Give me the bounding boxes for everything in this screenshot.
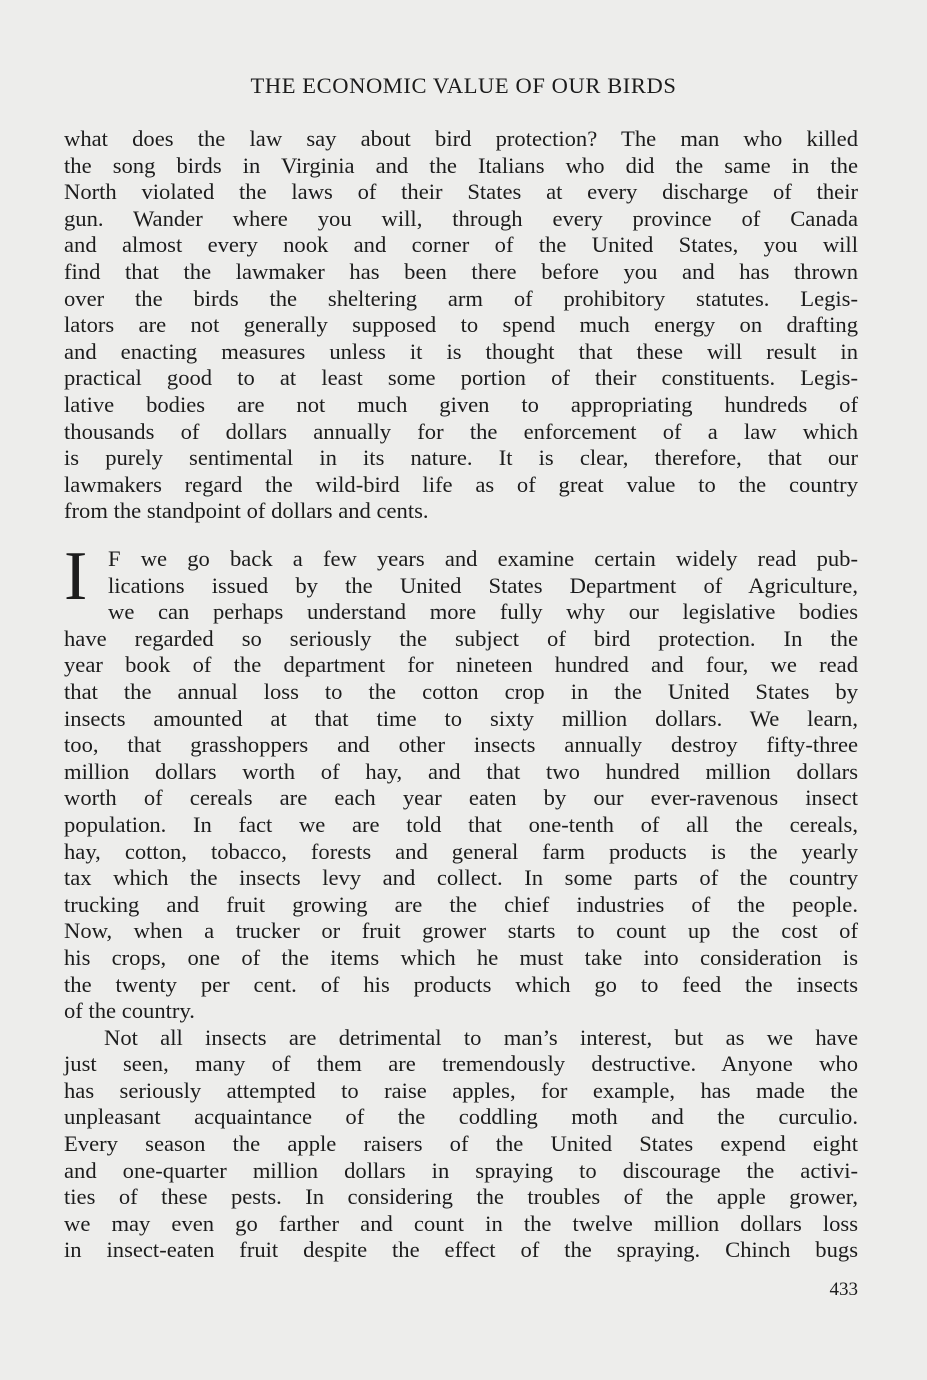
paragraph-continued bbox=[64, 126, 858, 525]
text-line: over the birds the sheltering arm of prohibitory statutes. Legis- bbox=[64, 285, 858, 311]
text-line: and almost every nook and corner of the United States, you will bbox=[64, 232, 858, 258]
text-line: lative bodies are not much given to appropriating hundreds of bbox=[64, 391, 858, 417]
text-line: in insect-eaten fruit despite the effect of the spraying. Chinch bugs bbox=[64, 1237, 858, 1263]
text-line: Now, when a trucker or fruit grower starts to count up the cost of bbox=[64, 918, 858, 944]
text-line: thousands of dollars annually for the enforcement of a law which bbox=[64, 418, 858, 444]
text-line: of the country. bbox=[64, 998, 195, 1024]
text-line: population. In fact we are told that one-tenth of all the cereals, bbox=[64, 811, 858, 837]
text-line: we can perhaps understand more fully why our legislative bodies bbox=[108, 599, 858, 625]
text-line: the twenty per cent. of his products which go to feed the insects bbox=[64, 971, 858, 997]
text-line: F we go back a few years and examine certain widely read pub- bbox=[108, 546, 858, 571]
text-line: find that the lawmaker has been there before you and has thrown bbox=[64, 258, 858, 284]
text-line: that the annual loss to the cotton crop in the United States by bbox=[64, 678, 858, 704]
text-line: too, that grasshoppers and other insects annually destroy fifty-three bbox=[64, 732, 858, 758]
text-line: gun. Wander where you will, through every province of Canada bbox=[64, 205, 858, 231]
text-line: has seriously attempted to raise apples, for example, has made the bbox=[64, 1077, 858, 1103]
text-line: Every season the apple raisers of the United States expend eight bbox=[64, 1131, 858, 1157]
page-header: THE ECONOMIC VALUE OF OUR BIRDS bbox=[250, 73, 677, 98]
text-line: practical good to at least some portion of their constituents. Legis- bbox=[64, 365, 858, 391]
paragraph-insect-losses bbox=[64, 538, 858, 1264]
text-line: hay, cotton, tobacco, forests and general farm products is the yearly bbox=[64, 838, 858, 864]
text-line: lawmakers regard the wild-bird life as of great value to the country bbox=[64, 471, 858, 497]
text-line: tax which the insects levy and collect. In some parts of the country bbox=[64, 865, 858, 891]
text-line: lications issued by the United States Department of Agriculture, bbox=[108, 572, 858, 598]
text-line: year book of the department for nineteen hundred and four, we read bbox=[64, 652, 858, 678]
text-line: worth of cereals are each year eaten by our ever-ravenous insect bbox=[64, 785, 858, 811]
text-line: trucking and fruit growing are the chief industries of the people. bbox=[64, 891, 858, 917]
text-line: the song birds in Virginia and the Italians who did the same in the bbox=[64, 152, 858, 178]
text-line: Not all insects are detrimental to man’s interest, but as we have bbox=[104, 1024, 858, 1050]
text-line: have regarded so seriously the subject of bird protection. In the bbox=[64, 625, 858, 651]
text-line: lators are not generally supposed to spend much energy on drafting bbox=[64, 312, 858, 338]
drop-cap: I bbox=[64, 538, 88, 615]
text-line: million dollars worth of hay, and that two hundred million dollars bbox=[64, 758, 858, 784]
text-line: North violated the laws of their States at every discharge of their bbox=[64, 179, 858, 205]
page-number: 433 bbox=[829, 1279, 858, 1300]
text-line: his crops, one of the items which he must take into consideration is bbox=[64, 944, 858, 970]
text-line: ties of these pests. In considering the troubles of the apple grower, bbox=[64, 1184, 858, 1210]
text-line: is purely sentimental in its nature. It is clear, therefore, that our bbox=[64, 445, 858, 471]
text-line: and one-quarter million dollars in spraying to discourage the activi- bbox=[64, 1157, 858, 1183]
text-line: and enacting measures unless it is thought that these will result in bbox=[64, 338, 858, 364]
text-line: we may even go farther and count in the twelve million dollars loss bbox=[64, 1210, 858, 1236]
text-line: from the standpoint of dollars and cents. bbox=[64, 498, 429, 524]
text-line: just seen, many of them are tremendously destructive. Anyone who bbox=[64, 1051, 858, 1077]
text-line: what does the law say about bird protection? The man who killed bbox=[64, 126, 858, 151]
text-line: unpleasant acquaintance of the coddling moth and the curculio. bbox=[64, 1104, 858, 1130]
text-line: insects amounted at that time to sixty million dollars. We learn, bbox=[64, 705, 858, 731]
